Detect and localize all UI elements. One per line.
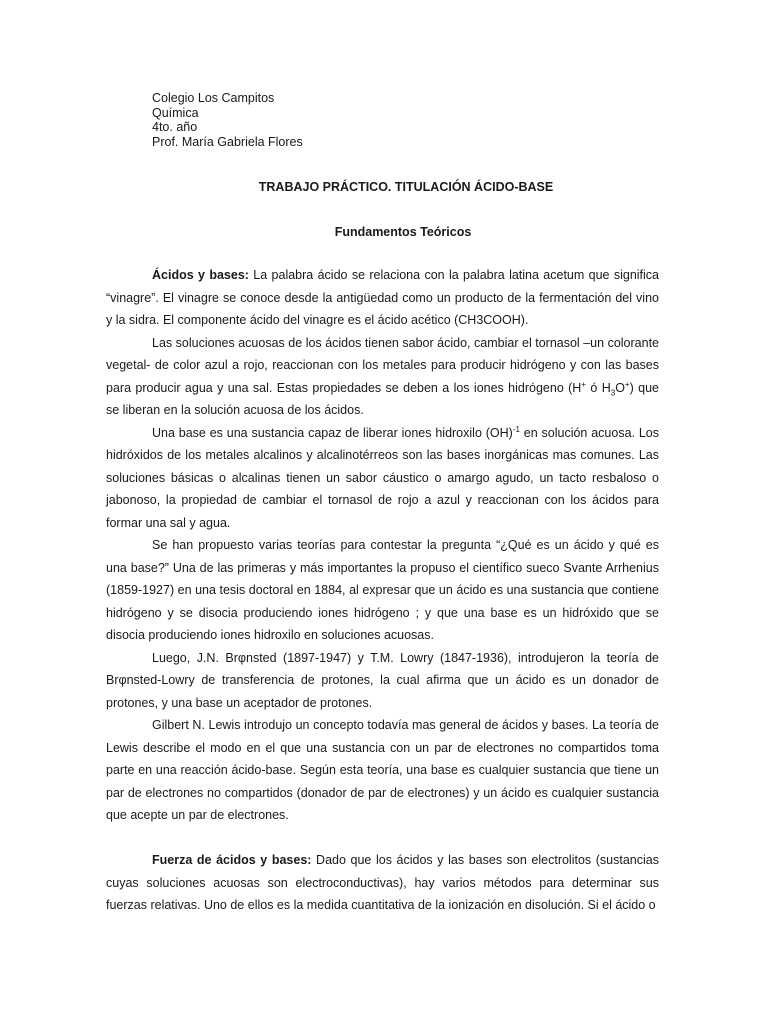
paragraph-acid-properties — [106, 332, 659, 422]
paragraph-base-definition — [106, 422, 659, 535]
paragraph-text: ó H — [586, 380, 611, 395]
superscript: + — [581, 379, 587, 389]
superscript: -1 — [512, 424, 520, 434]
paragraph-text: O — [615, 380, 625, 395]
document-body — [106, 264, 659, 917]
paragraph-text: Dado que los ácidos y las bases son electrolitos (sustancias cuyas soluciones acuosas son electroconductivas), hay varios métodos para determinar sus fuerzas relativas. Uno de ellos es la medida cuantitativa de la ionización en disolución. Si el ácido o — [106, 853, 659, 912]
document-title: TRABAJO PRÁCTICO. TITULACIÓN ÁCIDO-BASE — [258, 180, 554, 194]
paragraph-lead: Ácidos y bases: — [152, 268, 249, 282]
paragraph-arrhenius: Se han propuesto varias teorías para contestar la pregunta “¿Qué es un ácido y qué es una base?” Una de las primeras y más importantes la propuso el científico sueco Svante Arrhenius (1859-1927) en una tesis doctoral en 1884, al expresar que un ácido es una sustancia que contiene hidrógeno y se disocia produciendo iones hidrógeno ; y que una base es un hidróxido que se disocia produciendo iones hidroxilo en soluciones acuosas. — [106, 538, 659, 642]
paragraph-text: en solución acuosa. Los hidróxidos de los metales alcalinos y alcalinotérreos son las bases inorgánicas mas comunes. Las soluciones básicas o alcalinas tienen un sabor cáustico o amargo agudo, un tacto resbaloso o jabonoso, la propiedad de cambiar el tornasol de rojo a azul y reaccionan con los ácidos para formar una sal y agua. — [106, 425, 659, 530]
paragraph-text: ) que se liberan en la solución acuosa de los ácidos. — [106, 380, 659, 417]
paragraph-lewis: Gilbert N. Lewis introdujo un concepto todavía mas general de ácidos y bases. La teoría de Lewis describe el modo en el que una sustancia con un par de electrones no compartidos toma parte en una reacción ácido-base. Según esta teoría, una base es cualquier sustancia que tiene un par de electrones no compartidos (donador de par de electrones) y un ácido es cualquier sustancia que acepte un par de electrones. — [106, 718, 659, 822]
paragraph-lead: Fuerza de ácidos y bases: — [152, 853, 312, 867]
grade-level: 4to. año — [152, 120, 198, 135]
school-name: Colegio Los Campitos — [152, 91, 275, 105]
paragraph-text: Las soluciones acuosas de los ácidos tienen sabor ácido, cambiar el tornasol –un colorante vegetal- de color azul a rojo, reaccionan con los metales para producir hidrógeno y con las bases para producir agua y una sal. Estas propiedades se deben a los iones hidrógeno (H — [106, 335, 659, 395]
subscript: 3 — [610, 388, 616, 397]
paragraph-bronsted-lowry: Luego, J.N. Brφnsted (1897-1947) y T.M. Lowry (1847-1936), introdujeron la teoría de Brφnsted-Lowry de transferencia de protones, la cual afirma que un ácido es un donador de protones, y una base un aceptador de protones. — [106, 650, 659, 710]
document-header — [152, 91, 303, 149]
paragraph-acid-strength — [106, 849, 659, 917]
subject-name: Química — [152, 105, 199, 120]
paragraph-text: Una base es una sustancia capaz de liberar iones hidroxilo (OH) — [152, 425, 513, 440]
section-title: Fundamentos Teóricos — [334, 225, 472, 239]
teacher-name: Prof. María Gabriela Flores — [152, 134, 303, 149]
paragraph-text: La palabra ácido se relaciona con la palabra latina acetum que significa “vinagre”. El vinagre se conoce desde la antigüedad como un producto de la fermentación del vino y la sidra. El componente ácido del vinagre es el ácido acético (CH3COOH). — [106, 268, 659, 327]
paragraph-acids-bases — [106, 264, 659, 332]
superscript: + — [624, 379, 630, 389]
